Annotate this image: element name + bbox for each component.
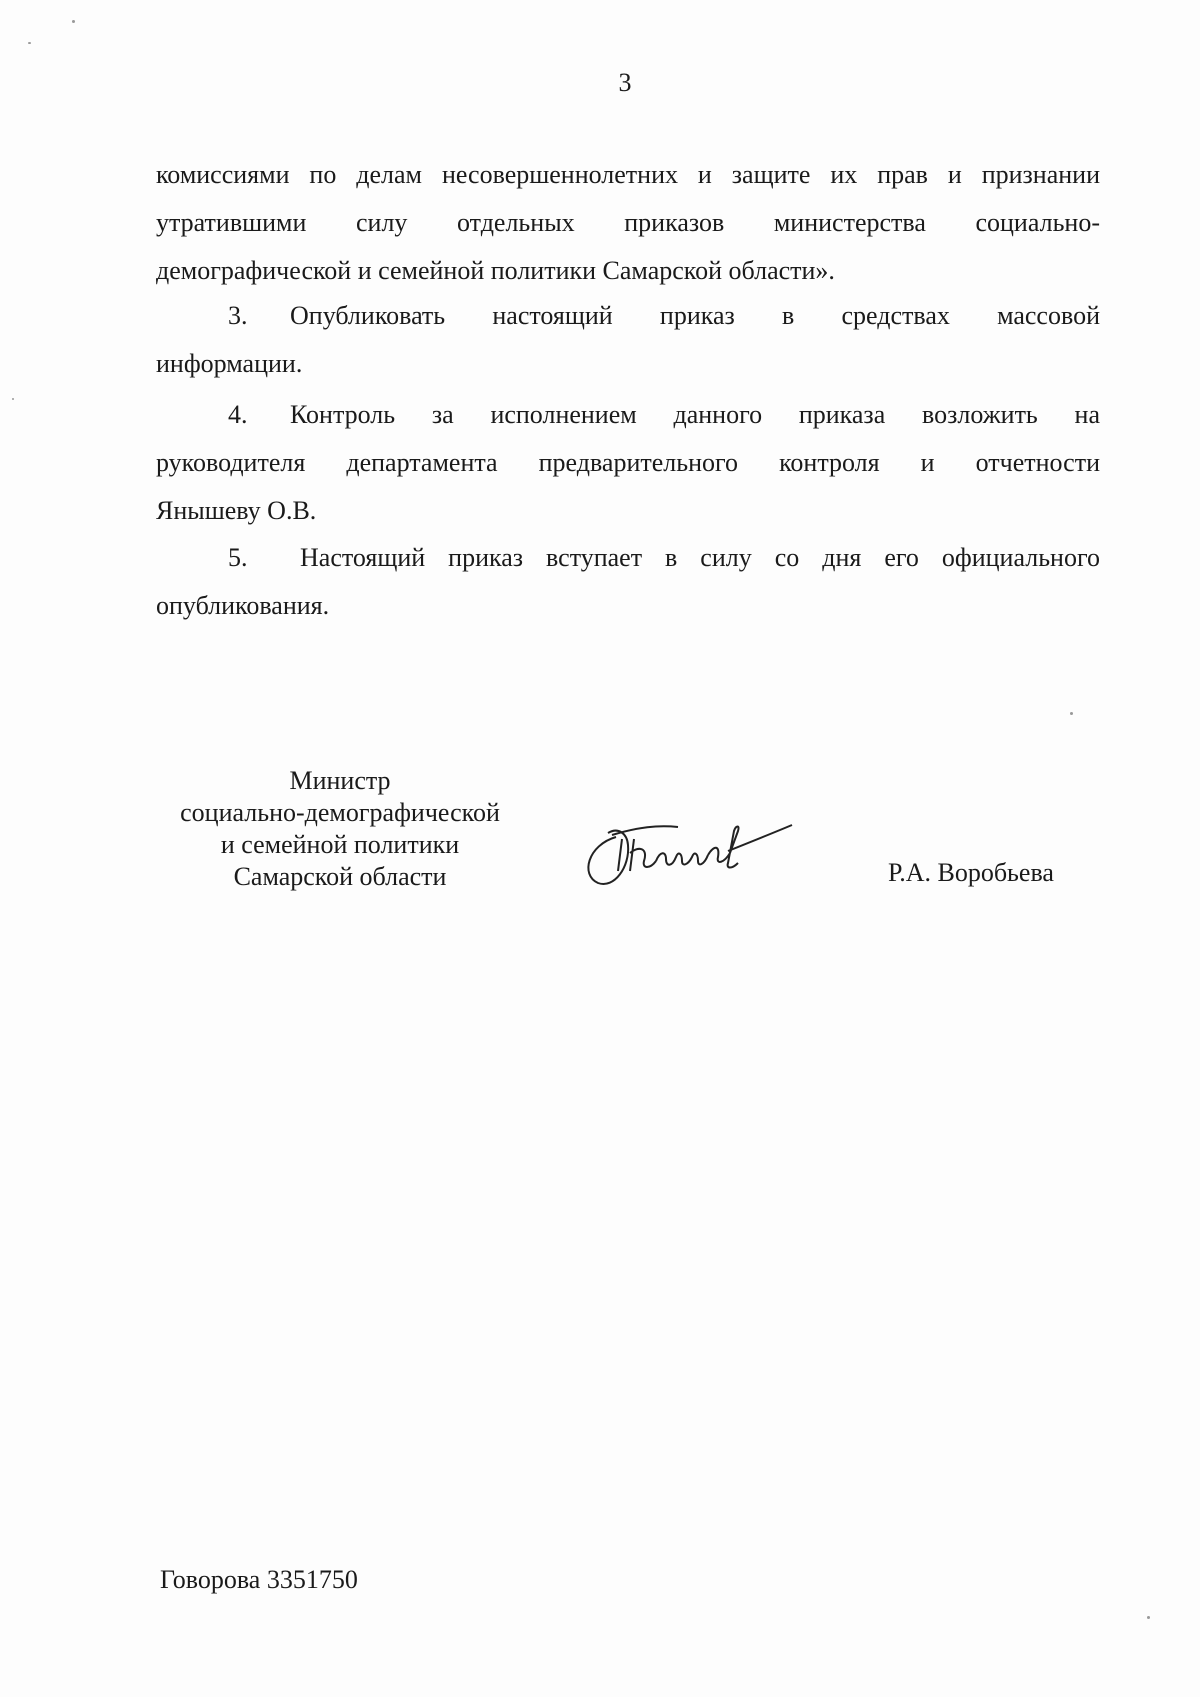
- executor-contact: Говорова 3351750: [160, 1565, 358, 1594]
- item-3-paragraph: [156, 292, 1100, 388]
- continuation-paragraph: [156, 151, 1100, 295]
- scan-speck: [1147, 1616, 1150, 1619]
- text-line: информации.: [156, 349, 303, 378]
- position-line: и семейной политики: [220, 830, 460, 859]
- position-line: Самарской области: [233, 862, 447, 891]
- item-number: 4.: [228, 400, 248, 429]
- position-line: Министр: [289, 766, 391, 795]
- item-4-paragraph: [156, 391, 1100, 535]
- page-number: 3: [618, 68, 632, 97]
- item-text: Настоящий приказ вступает в силу со дня его официального: [300, 543, 1100, 572]
- item-first-line: [156, 292, 1100, 340]
- scan-speck: [12, 398, 14, 400]
- text-line: опубликования.: [156, 591, 330, 620]
- scan-speck: [28, 42, 31, 44]
- text-line: руководителя департамента предварительного контроля и отчетности: [156, 448, 1100, 477]
- item-first-line: [156, 534, 1100, 582]
- text-line: комиссиями по делам несовершеннолетних и защите их прав и признании: [156, 160, 1100, 189]
- signatory-position: [150, 765, 530, 893]
- item-number: 5.: [228, 543, 248, 572]
- item-text: Опубликовать настоящий приказ в средствах массовой: [290, 301, 1100, 330]
- scan-speck: [72, 20, 75, 23]
- scan-speck: [1070, 712, 1073, 715]
- text-line: утратившими силу отдельных приказов министерства социально-: [156, 208, 1100, 237]
- item-5-paragraph: [156, 534, 1100, 630]
- position-line: социально-демографической: [180, 798, 500, 827]
- signer-name: Р.А. Воробьева: [888, 858, 1054, 887]
- handwritten-signature: [578, 805, 808, 895]
- text-line: демографической и семейной политики Самарской области».: [156, 256, 835, 285]
- item-text: Контроль за исполнением данного приказа возложить на: [290, 400, 1100, 429]
- item-first-line: [156, 391, 1100, 439]
- item-number: 3.: [228, 301, 248, 330]
- text-line: Янышеву О.В.: [156, 496, 317, 525]
